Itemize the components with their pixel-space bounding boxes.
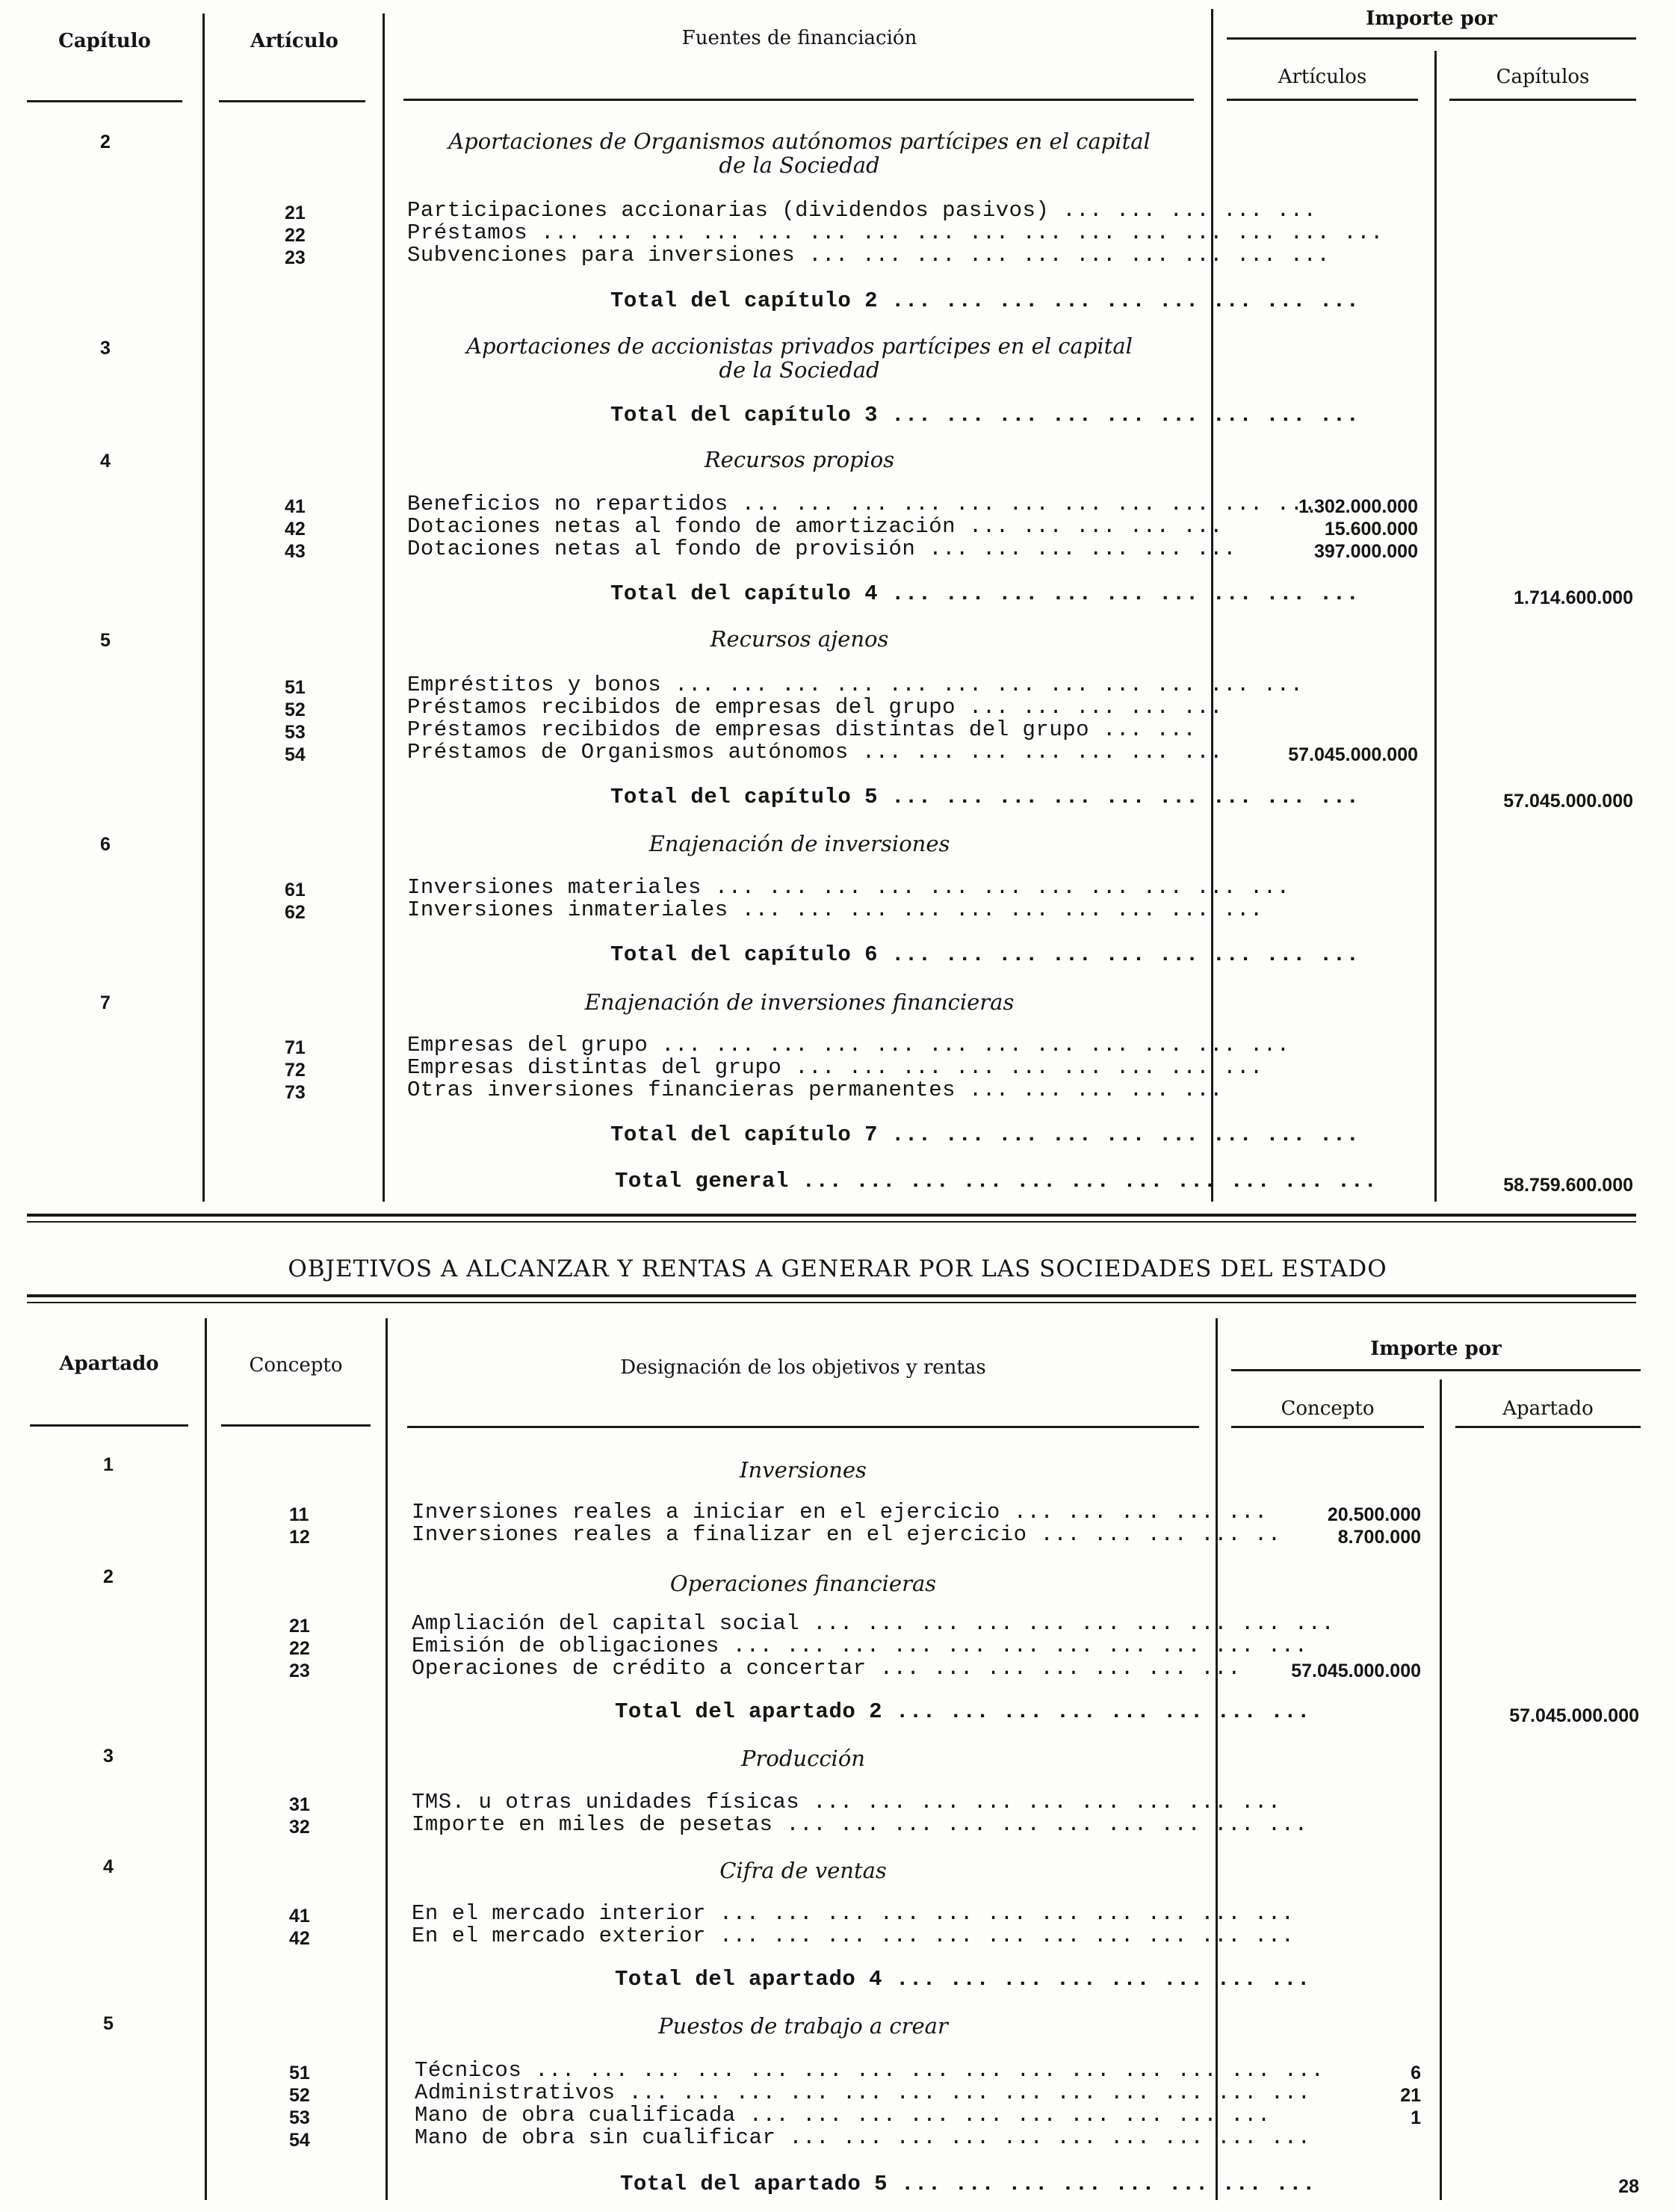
concepto-text: Mano de obra cualificada ... ... ... ... ... ... ... ... ... ... (415, 2103, 1271, 2128)
grand-total: Total general ... ... ... ... ... ... ... ... ... ... ... (615, 1169, 1378, 1193)
chapter-total: Total del capítulo 6 ... ... ... ... ... ... ... ... ... (610, 942, 1360, 967)
header-rule (1227, 37, 1636, 40)
article-text: Dotaciones netas al fondo de provisión ... ... ... ... ... ... (407, 537, 1236, 561)
header-rule (1227, 99, 1418, 101)
chapter-number: 7 (100, 992, 111, 1013)
chapter-number: 6 (100, 834, 111, 855)
header-rule (30, 1424, 188, 1427)
apartado-number: 5 (103, 2013, 114, 2034)
concepto-code: 32 (289, 1817, 310, 1838)
section-rule (27, 1302, 1636, 1303)
chapter-amount: 57.045.000.000 (1503, 791, 1633, 812)
concepto-amount: 6 (1411, 2063, 1421, 2083)
concepto-code: 31 (289, 1794, 310, 1815)
header-rule (1231, 1369, 1641, 1371)
concepto-code: 52 (289, 2085, 310, 2106)
header-concepto-col: Concepto (1281, 1397, 1375, 1420)
apartado-total: Total del apartado 5 ... ... ... ... ... ... ... ... (620, 2172, 1316, 2196)
concepto-amount: 8.700.000 (1337, 1527, 1421, 1548)
header-rule (1231, 1426, 1424, 1428)
chapter-number: 2 (100, 132, 111, 152)
article-code: 51 (285, 677, 306, 698)
chapter-number: 5 (100, 630, 111, 651)
chapter-total: Total del capítulo 7 ... ... ... ... ... ... ... ... ... (610, 1122, 1360, 1147)
article-text: Empréstitos y bonos ... ... ... ... ... ... ... ... ... ... ... ... (407, 673, 1304, 697)
concepto-code: 51 (289, 2063, 310, 2083)
apartado-amount: 57.045.000.000 (1509, 1705, 1639, 1726)
header-concepto: Concepto (249, 1354, 343, 1377)
article-amount: 57.045.000.000 (1288, 744, 1418, 765)
article-code: 42 (285, 519, 306, 540)
article-code: 72 (285, 1060, 306, 1081)
concepto-code: 53 (289, 2107, 310, 2128)
article-code: 23 (285, 247, 306, 268)
article-text: Préstamos de Organismos autónomos ... ... ... ... ... ... ... (407, 740, 1224, 764)
header-capitulos: Capítulos (1496, 66, 1590, 88)
grand-total-amount: 58.759.600.000 (1503, 1175, 1633, 1196)
concepto-code: 42 (289, 1928, 310, 1949)
apartado-title: Inversiones (740, 1457, 867, 1483)
article-text: Empresas del grupo ... ... ... ... ... ... ... ... ... ... ... ... (407, 1033, 1290, 1057)
chapter-title: Recursos ajenos (710, 626, 889, 652)
header-importe-por: Importe por (1366, 7, 1497, 30)
concepto-text: Inversiones reales a finalizar en el ejercicio ... ... ... ... .. (412, 1522, 1281, 1547)
header-rule (1449, 99, 1636, 101)
chapter-title: Enajenación de inversiones (648, 831, 950, 856)
header-articulo: Artículo (250, 30, 338, 52)
chapter-total: Total del capítulo 3 ... ... ... ... ... ... ... ... ... (610, 403, 1360, 427)
concepto-text: En el mercado exterior ... ... ... ... ... ... ... ... ... ... ... (412, 1924, 1295, 1948)
apartado-title: Producción (741, 1746, 865, 1771)
apartado-title: Operaciones financieras (669, 1571, 937, 1596)
chapter-total: Total del capítulo 5 ... ... ... ... ... ... ... ... ... (610, 785, 1360, 809)
article-text: Préstamos recibidos de empresas distintas del grupo ... ... (407, 717, 1197, 742)
header-importe-por: Importe por (1370, 1338, 1502, 1360)
apartado-number: 3 (103, 1746, 114, 1767)
concepto-code: 21 (289, 1616, 310, 1637)
article-text: Subvenciones para inversiones ... ... ... ... ... ... ... ... ... ... (407, 243, 1331, 268)
concepto-text: Mano de obra sin cualificar ... ... ... ... ... ... ... ... ... ... (415, 2125, 1311, 2150)
apartado-total: Total del apartado 2 ... ... ... ... ... ... ... ... (615, 1699, 1310, 1724)
header-rule (27, 100, 182, 102)
header-articulos: Artículos (1278, 66, 1367, 88)
chapter-title: de la Sociedad (719, 357, 880, 383)
col-divider (205, 1318, 207, 2200)
article-text: Empresas distintas del grupo ... ... ... ... ... ... ... ... ... (407, 1055, 1263, 1080)
article-code: 52 (285, 699, 306, 720)
concepto-amount: 20.500.000 (1327, 1504, 1421, 1525)
chapter-title: Aportaciones de Organismos autónomos partícipes en el capital (448, 129, 1151, 154)
section-rule (27, 1294, 1636, 1297)
article-text: Inversiones materiales ... ... ... ... ... ... ... ... ... ... ... (407, 875, 1290, 900)
article-code: 21 (285, 203, 306, 223)
apartado-number: 4 (103, 1856, 114, 1877)
concepto-text: Inversiones reales a iniciar en el ejercicio ... ... ... ... ... (412, 1500, 1268, 1524)
section-rule (27, 1221, 1636, 1223)
concepto-text: Ampliación del capital social ... ... ... ... ... ... ... ... ... ... (412, 1611, 1335, 1636)
article-code: 41 (285, 496, 306, 517)
header-fuentes: Fuentes de financiación (681, 27, 917, 49)
article-text: Otras inversiones financieras permanentes ... ... ... ... ... (407, 1078, 1224, 1102)
chapter-number: 4 (100, 451, 111, 472)
article-text: Préstamos ... ... ... ... ... ... ... ... ... ... ... ... ... ... ... ... (407, 220, 1384, 245)
concepto-code: 54 (289, 2130, 310, 2151)
article-text: Participaciones accionarias (dividendos pasivos) ... ... ... ... ... (407, 198, 1317, 223)
article-code: 53 (285, 722, 306, 743)
chapter-title: Enajenación de inversiones financieras (584, 989, 1015, 1015)
col-divider (1440, 1380, 1442, 2200)
apartado-title: Cifra de ventas (719, 1858, 887, 1883)
apartado-number: 1 (103, 1454, 114, 1475)
header-apartado: Apartado (59, 1353, 159, 1375)
col-divider (202, 13, 205, 1202)
concepto-code: 41 (289, 1906, 310, 1927)
article-text: Inversiones inmateriales ... ... ... ... ... ... ... ... ... ... (407, 898, 1263, 922)
concepto-amount: 57.045.000.000 (1291, 1660, 1421, 1681)
article-code: 62 (285, 902, 306, 923)
article-amount: 397.000.000 (1313, 541, 1418, 562)
header-rule (407, 1426, 1199, 1428)
concepto-text: Técnicos ... ... ... ... ... ... ... ... ... ... ... ... ... ... ... (415, 2058, 1325, 2083)
article-code: 54 (285, 744, 306, 765)
chapter-title: de la Sociedad (719, 152, 880, 178)
concepto-text: Emisión de obligaciones ... ... ... ... ... ... ... ... ... ... ... (412, 1634, 1308, 1658)
apartado-amount: 28 (1618, 2176, 1639, 2197)
header-rule (219, 100, 365, 102)
concepto-text: En el mercado interior ... ... ... ... ... ... ... ... ... ... ... (412, 1901, 1295, 1926)
apartado-total: Total del apartado 4 ... ... ... ... ... ... ... ... (615, 1967, 1310, 1992)
header-rule (221, 1424, 371, 1427)
section-title: OBJETIVOS A ALCANZAR Y RENTAS A GENERAR POR LAS SOCIEDADES DEL ESTADO (288, 1255, 1387, 1282)
article-code: 22 (285, 225, 306, 246)
col-divider (1434, 51, 1437, 1202)
article-code: 73 (285, 1082, 306, 1103)
header-capitulo: Capítulo (58, 30, 151, 52)
chapter-number: 3 (100, 338, 111, 359)
col-divider (383, 13, 385, 1202)
concepto-text: Operaciones de crédito a concertar ... ... ... ... ... ... ... (412, 1656, 1241, 1681)
concepto-amount: 1 (1411, 2107, 1421, 2128)
concepto-code: 22 (289, 1638, 310, 1659)
concepto-text: Administrativos ... ... ... ... ... ... ... ... ... ... ... ... ... (415, 2080, 1311, 2105)
header-designacion: Designación de los objetivos y rentas (620, 1356, 986, 1379)
concepto-text: Importe en miles de pesetas ... ... ... ... ... ... ... ... ... ... (412, 1812, 1308, 1837)
header-apartado-col: Apartado (1502, 1397, 1594, 1420)
chapter-title: Aportaciones de accionistas privados partícipes en el capital (466, 333, 1133, 359)
apartado-title: Puestos de trabajo a crear (658, 2013, 948, 2039)
article-code: 61 (285, 880, 306, 900)
chapter-amount: 1.714.600.000 (1514, 587, 1633, 608)
chapter-total: Total del capítulo 2 ... ... ... ... ... ... ... ... ... (610, 288, 1360, 313)
article-text: Préstamos recibidos de empresas del grupo ... ... ... ... ... (407, 695, 1224, 720)
section-rule (27, 1214, 1636, 1217)
concepto-code: 11 (289, 1504, 309, 1525)
article-amount: 1.302.000.000 (1298, 496, 1418, 517)
article-code: 43 (285, 541, 306, 562)
col-divider (386, 1318, 388, 2200)
article-text: Dotaciones netas al fondo de amortización ... ... ... ... ... (407, 514, 1224, 539)
apartado-number: 2 (103, 1566, 114, 1587)
header-rule (1455, 1426, 1641, 1428)
article-text: Beneficios no repartidos ... ... ... ... ... ... ... ... ... ... ... (407, 492, 1317, 516)
chapter-title: Recursos propios (704, 447, 895, 472)
concepto-amount: 21 (1400, 2085, 1421, 2106)
article-code: 71 (285, 1037, 306, 1058)
concepto-code: 23 (289, 1660, 310, 1681)
chapter-total: Total del capítulo 4 ... ... ... ... ... ... ... ... ... (610, 581, 1360, 606)
article-amount: 15.600.000 (1324, 519, 1418, 540)
header-rule (403, 99, 1194, 101)
concepto-code: 12 (289, 1527, 310, 1548)
concepto-text: TMS. u otras unidades físicas ... ... ... ... ... ... ... ... ... (412, 1790, 1281, 1814)
